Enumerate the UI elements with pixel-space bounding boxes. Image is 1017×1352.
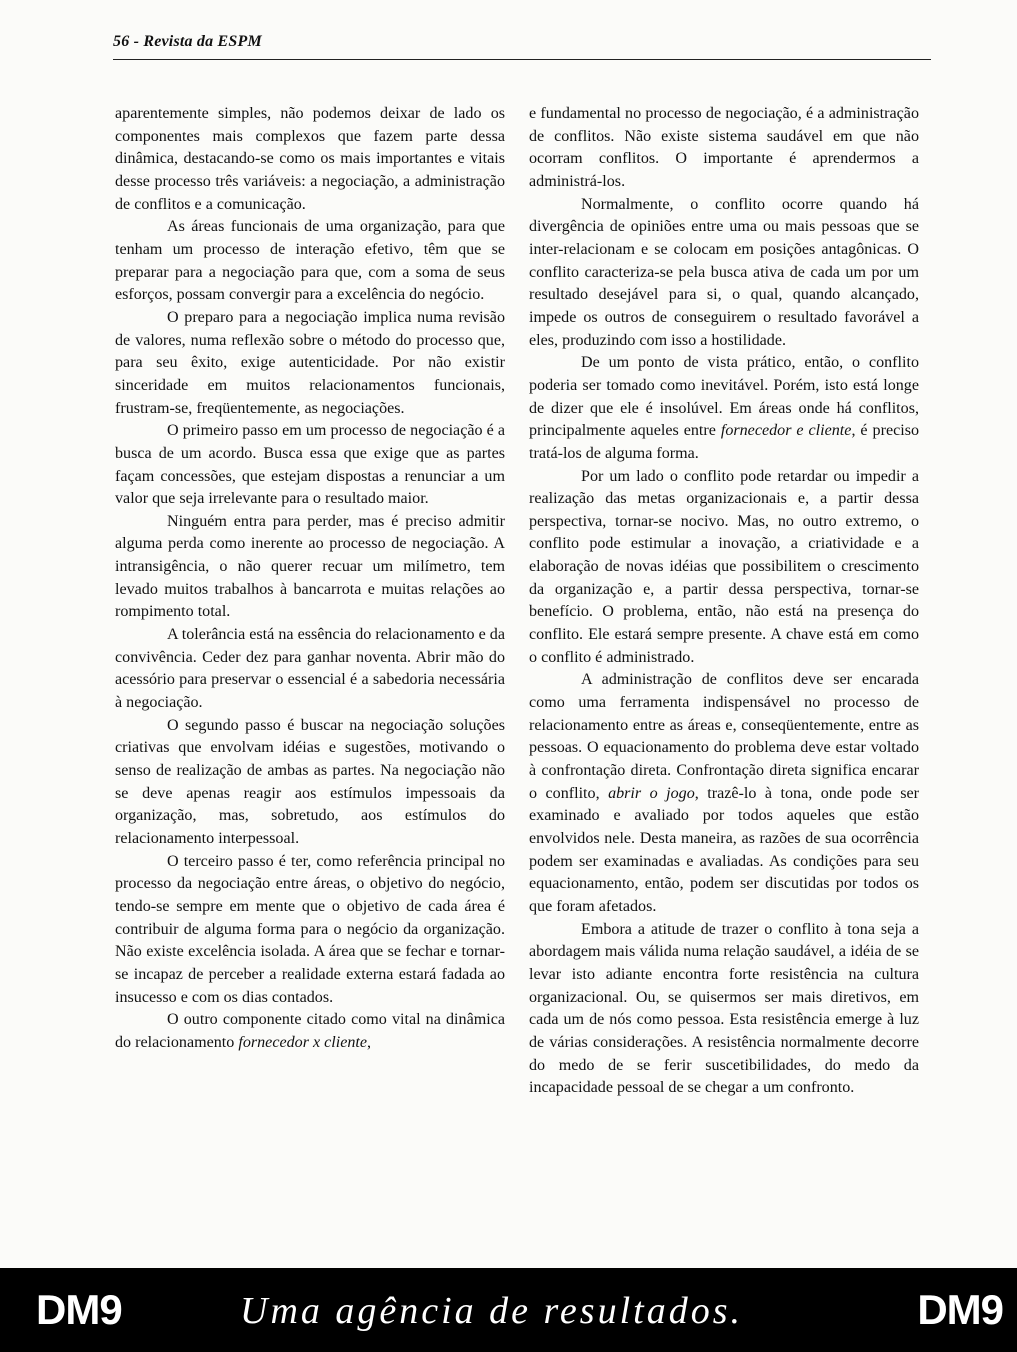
- paragraph: [115, 1009, 505, 1054]
- article-column-right: [529, 103, 919, 1100]
- paragraph: A tolerância está na essência do relacionamento e da convivência. Ceder dez para ganhar noventa. Abrir mão do acessório para preservar o essencial é a sabedoria necessária à negociação.: [115, 626, 505, 712]
- paragraph: [529, 352, 919, 465]
- paragraph: O preparo para a negociação implica numa revisão de valores, numa reflexão sobre o método do processo que, para seu êxito, exige autenticidade. Por não existir sinceridade em muitos relacionamentos funcionais, frustram-se, freqüentemente, as negociações.: [115, 308, 505, 417]
- advertisement-banner: [0, 1268, 1017, 1352]
- banner-slogan: Uma agência de resultados.: [240, 1290, 743, 1332]
- paragraph: O primeiro passo em um processo de negociação é a busca de um acordo. Busca essa que exige que as partes façam concessões, que estejam dispostas a renunciar a um valor que seja irrelevante para o resultado maior.: [115, 422, 505, 508]
- paragraph: [529, 669, 919, 918]
- paragraph: Ninguém entra para perder, mas é preciso admitir alguma perda como inerente ao processo de negociação. A intransigência, o não querer recuar um milímetro, tem levado muitos trabalhos à bancarrota e muitas relações ao rompimento total.: [115, 512, 505, 621]
- paragraph-text: A administração de conflitos deve ser encarada como uma ferramenta indispensável no processo de relacionamento entre as áreas e, conseqüentemente, entre as pessoas. O equacionamento do problema deve estar voltado à confrontação direta. Confrontação direta significa encarar o conflito,: [529, 671, 919, 802]
- paragraph: e fundamental no processo de negociação, é a administração de conflitos. Não existe sistema saudável em que não ocorram conflitos. O importante é aprendermos a administrá-los.: [529, 105, 919, 190]
- paragraph: O segundo passo é buscar na negociação soluções criativas que envolvam idéias e sugestões, motivando o senso de realização de ambas as partes. Na negociação não se deve apenas reagir aos estímulos impessoais da organização, mas, sobretudo, aos estímulos do relacionamento interpessoal.: [115, 716, 505, 847]
- paragraph: O terceiro passo é ter, como referência principal no processo da negociação entre áreas, o objetivo do negócio, tendo-se sempre em mente que o objetivo de cada área é contribuir de alguma forma para o negócio da organização. Não existe excelência isolada. A área que se fechar e tornar-se incapaz de perceber a realidade externa estará fadada ao insucesso e com os dias contados.: [115, 852, 505, 1006]
- dm9-logo-right: DM9: [917, 1286, 1003, 1333]
- emphasis-text: fornecedor x cliente: [238, 1033, 368, 1051]
- paragraph-tail: ,: [367, 1033, 372, 1051]
- emphasis-text: fornecedor e cliente: [720, 422, 852, 440]
- dm9-logo-left: DM9: [36, 1286, 122, 1333]
- paragraph: Normalmente, o conflito ocorre quando há divergência de opiniões entre uma ou mais pessoas que se inter-relacionam e se colocam em posições antagônicas. O conflito caracteriza-se pela busca ativa de cada um por um resultado desejável para si, o qual, quando alcançado, impede os outros de conseguirem o resultado favorável a eles, produzindo com isso a hostilidade.: [529, 195, 919, 349]
- paragraph-text: , trazê-lo à tona, onde pode ser examinado e avaliado por todos aqueles que estão envolvidos nele. Desta maneira, as razões de sua ocorrência podem ser examinadas e avaliadas. As condições para seu equacionamento, então, podem ser discutidas por todos os que foram afetados.: [529, 784, 919, 915]
- paragraph: As áreas funcionais de uma organização, para que tenham um processo de interação efetivo, têm que se preparar para a negociação para que, com a soma de seus esforços, possam convergir para a excelência do negócio.: [115, 218, 505, 304]
- emphasis-text: abrir o jogo: [608, 784, 695, 802]
- paragraph: Embora a atitude de trazer o conflito à tona seja a abordagem mais válida numa relação saudável, a idéia de se levar isto adiante encontra forte resistência na cultura organizacional. Ou, se quisermos ser mais diretivos, em cada um de nós como pessoa. Esta resistência emerge à luz de várias considerações. A resistência normalmente decorre do medo de se ferir suscetibilidades, do medo da incapacidade pessoal de se chegar a um confronto.: [529, 920, 919, 1097]
- paragraph-text: O outro componente citado como vital na dinâmica do relacionamento: [115, 1011, 505, 1051]
- paragraph-text: De um ponto de vista prático, então, o conflito poderia ser tomado como inevitável. Porém, isto está longe de dizer que ele é insolúvel. Em áreas onde há conflitos, principalmente aqueles entre: [529, 354, 919, 440]
- paragraph-text: , é preciso tratá-los de alguma forma.: [529, 422, 920, 462]
- page-number-and-journal: 56 - Revista da ESPM: [113, 33, 262, 50]
- paragraph: aparentemente simples, não podemos deixar de lado os componentes mais complexos que fazem parte dessa dinâmica, destacando-se como os mais importantes e vitais desse processo três variáveis: a negociação, a administração de conflitos e a comunicação.: [115, 105, 505, 213]
- page-header: [113, 33, 931, 60]
- paragraph: Por um lado o conflito pode retardar ou impedir a realização das metas organizacionais e, a partir dessa perspectiva, tornar-se nocivo. Mas, no outro extremo, o conflito pode estimular a inovação, a criatividade e a elaboração de novas idéias que possibilitem o crescimento da organização e, a partir dessa perspectiva, tornar-se benefício. O problema, então, não está na presença do conflito. Ele estará sempre presente. A chave está em como o conflito é administrado.: [529, 467, 919, 666]
- article-column-left: [115, 103, 505, 1055]
